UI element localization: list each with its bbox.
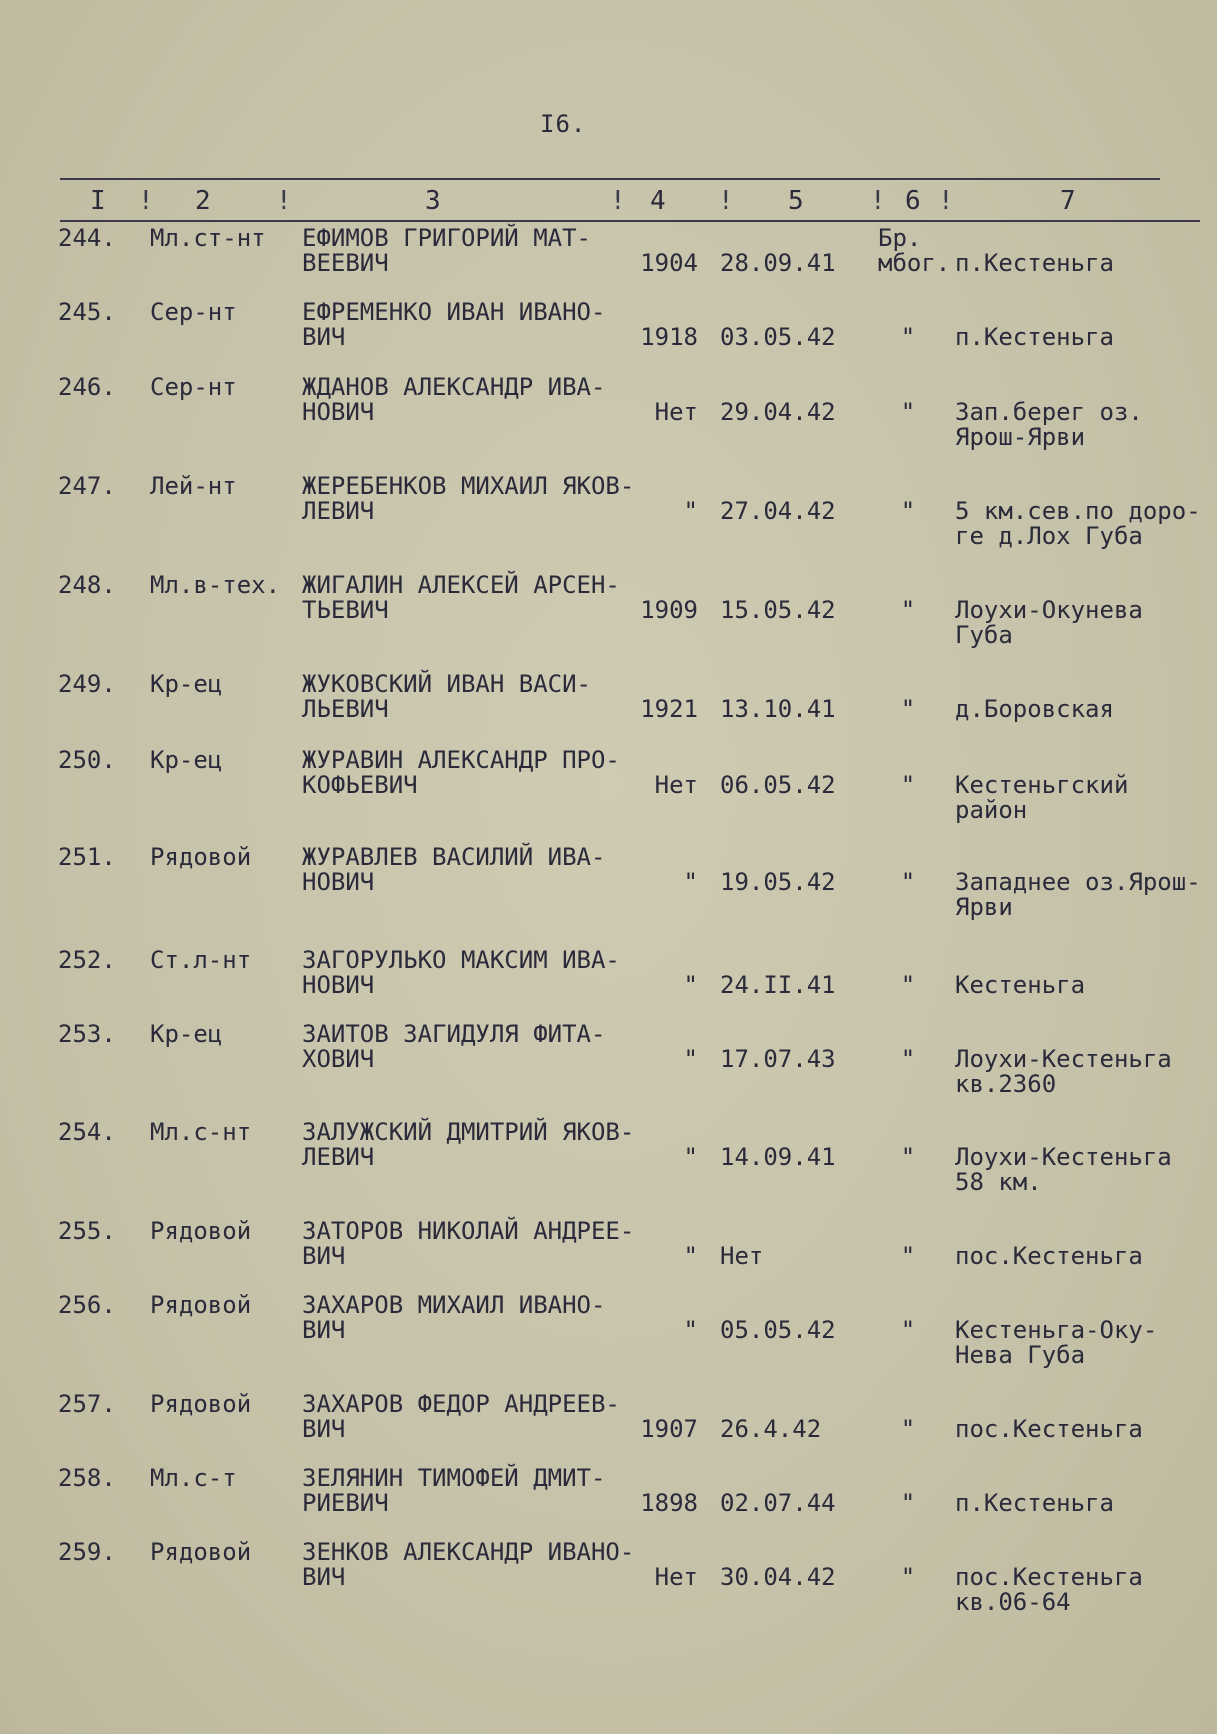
table-row — [0, 226, 1217, 296]
table-row — [0, 672, 1217, 742]
table-row — [0, 1466, 1217, 1536]
name-line-1: ЗАХАРОВ МИХАИЛ ИВАНО- — [302, 1291, 606, 1319]
name-line-2: ЛЕВИЧ — [302, 1143, 375, 1171]
rank: Сер-нт — [150, 373, 237, 401]
birth-year: Нет — [654, 771, 698, 799]
date-of-death: 02.07.44 — [720, 1489, 836, 1517]
burial-type: " — [900, 868, 916, 896]
rank: Рядовой — [150, 843, 252, 871]
table-row — [0, 373, 1217, 451]
burial-place-line-1: п.Кестеньга — [955, 249, 1114, 277]
date-of-death: 06.05.42 — [720, 771, 836, 799]
rank: Мл.в-тех. — [150, 571, 281, 599]
rank: Мл.с-т — [150, 1464, 237, 1492]
birth-year: 1918 — [640, 323, 698, 351]
burial-place-line-2: район — [955, 796, 1028, 824]
birth-year: 1909 — [640, 596, 698, 624]
name-line-1: ЕФРЕМЕНКО ИВАН ИВАНО- — [302, 298, 606, 326]
table-row — [0, 300, 1217, 370]
birth-year: " — [683, 1242, 698, 1270]
name-line-1: ЖИГАЛИН АЛЕКСЕЙ АРСЕН- — [302, 571, 620, 599]
col-header-1: I — [90, 186, 106, 216]
col-header-7: 7 — [1060, 186, 1076, 216]
record-number: 252. — [58, 946, 116, 974]
name-line-1: ЖУКОВСКИЙ ИВАН ВАСИ- — [302, 670, 591, 698]
name-line-2: ВЕЕВИЧ — [302, 249, 389, 277]
birth-year: Нет — [654, 1563, 698, 1591]
date-of-death: 27.04.42 — [720, 497, 836, 525]
record-number: 258. — [58, 1464, 116, 1492]
rank: Мл.с-нт — [150, 1118, 252, 1146]
birth-year: 1898 — [640, 1489, 698, 1517]
rank: Мл.ст-нт — [150, 224, 266, 252]
name-line-2: ЛЬЕВИЧ — [302, 695, 389, 723]
date-of-death: 05.05.42 — [720, 1316, 836, 1344]
name-line-2: ХОВИЧ — [302, 1045, 375, 1073]
name-line-2: НОВИЧ — [302, 868, 375, 896]
name-line-1: ЗАХАРОВ ФЕДОР АНДРЕЕВ- — [302, 1390, 620, 1418]
table-row — [0, 1392, 1217, 1462]
name-line-2: ВИЧ — [302, 1415, 346, 1443]
burial-place-line-1: Кестеньгский — [955, 771, 1129, 799]
name-line-2: НОВИЧ — [302, 971, 375, 999]
burial-type: " — [900, 1143, 916, 1171]
name-line-1: ЖЕРЕБЕНКОВ МИХАИЛ ЯКОВ- — [302, 472, 635, 500]
rank: Кр-ец — [150, 670, 223, 698]
name-line-2: НОВИЧ — [302, 398, 375, 426]
table-row — [0, 843, 1217, 921]
col-header-2: 2 — [195, 186, 211, 216]
col-header-5: 5 — [788, 186, 804, 216]
record-number: 255. — [58, 1217, 116, 1245]
burial-place-line-1: пос.Кестеньга — [955, 1563, 1143, 1591]
burial-type: " — [900, 398, 916, 426]
burial-place-line-1: Лоухи-Кестеньга — [955, 1045, 1172, 1073]
burial-type: " — [900, 1045, 916, 1073]
rank: Рядовой — [150, 1217, 252, 1245]
burial-type: " — [900, 971, 916, 999]
record-number: 256. — [58, 1291, 116, 1319]
burial-place-line-2: ге д.Лох Губа — [955, 522, 1143, 550]
date-of-death: 14.09.41 — [720, 1143, 836, 1171]
record-number: 244. — [58, 224, 116, 252]
record-number: 259. — [58, 1538, 116, 1566]
col-separator: ! — [938, 186, 954, 216]
birth-year: " — [683, 1045, 698, 1073]
record-number: 249. — [58, 670, 116, 698]
name-line-2: ВИЧ — [302, 323, 346, 351]
name-line-1: ЖУРАВЛЕВ ВАСИЛИЙ ИВА- — [302, 843, 606, 871]
date-of-death: 26.4.42 — [720, 1415, 822, 1443]
name-line-2: ТЬЕВИЧ — [302, 596, 389, 624]
date-of-death: 15.05.42 — [720, 596, 836, 624]
birth-year: " — [683, 868, 698, 896]
burial-type: " — [900, 695, 916, 723]
burial-note-top: Бр. — [878, 224, 922, 252]
name-line-2: ВИЧ — [302, 1242, 346, 1270]
date-of-death: 24.II.41 — [720, 971, 836, 999]
burial-place-line-1: Западнее оз.Ярош- — [955, 868, 1201, 896]
birth-year: " — [683, 971, 698, 999]
name-line-2: РИЕВИЧ — [302, 1489, 389, 1517]
table-row — [0, 1020, 1217, 1098]
name-line-1: ЗЕНКОВ АЛЕКСАНДР ИВАНО- — [302, 1538, 635, 1566]
name-line-2: ВИЧ — [302, 1316, 346, 1344]
col-separator: ! — [276, 186, 292, 216]
col-separator: ! — [718, 186, 734, 216]
table-row — [0, 1118, 1217, 1196]
col-header-4: 4 — [650, 186, 666, 216]
record-number: 250. — [58, 746, 116, 774]
name-line-1: ЗАЛУЖСКИЙ ДМИТРИЙ ЯКОВ- — [302, 1118, 635, 1146]
date-of-death: Нет — [720, 1242, 764, 1270]
table-row — [0, 1219, 1217, 1289]
burial-type: " — [900, 596, 916, 624]
name-line-1: ЕФИМОВ ГРИГОРИЙ МАТ- — [302, 224, 591, 252]
birth-year: 1907 — [640, 1415, 698, 1443]
name-line-1: ЗАТОРОВ НИКОЛАЙ АНДРЕЕ- — [302, 1217, 635, 1245]
table-row — [0, 571, 1217, 649]
date-of-death: 19.05.42 — [720, 868, 836, 896]
rank: Рядовой — [150, 1390, 252, 1418]
record-number: 248. — [58, 571, 116, 599]
date-of-death: 13.10.41 — [720, 695, 836, 723]
burial-place-line-1: Зап.берег оз. — [955, 398, 1143, 426]
record-number: 246. — [58, 373, 116, 401]
burial-place-line-1: пос.Кестеньга — [955, 1242, 1143, 1270]
birth-year: Нет — [654, 398, 698, 426]
burial-type: " — [900, 323, 916, 351]
burial-place-line-2: Ярви — [955, 893, 1013, 921]
burial-place-line-1: пос.Кестеньга — [955, 1415, 1143, 1443]
name-line-1: ЗАГОРУЛЬКО МАКСИМ ИВА- — [302, 946, 620, 974]
rank: Рядовой — [150, 1538, 252, 1566]
date-of-death: 30.04.42 — [720, 1563, 836, 1591]
name-line-2: КОФЬЕВИЧ — [302, 771, 418, 799]
burial-type: " — [900, 1316, 916, 1344]
birth-year: 1904 — [640, 249, 698, 277]
burial-place-line-2: Ярош-Ярви — [955, 423, 1086, 451]
burial-place-line-2: кв.2360 — [955, 1070, 1057, 1098]
burial-type: мбог. — [878, 249, 951, 277]
name-line-2: ВИЧ — [302, 1563, 346, 1591]
header-rule-bottom — [60, 220, 1200, 222]
name-line-1: ЖДАНОВ АЛЕКСАНДР ИВА- — [302, 373, 606, 401]
birth-year: 1921 — [640, 695, 698, 723]
burial-place-line-1: 5 км.сев.по доро- — [955, 497, 1201, 525]
col-header-3: 3 — [425, 186, 441, 216]
burial-type: " — [900, 497, 916, 525]
rank: Кр-ец — [150, 1020, 223, 1048]
record-number: 254. — [58, 1118, 116, 1146]
name-line-1: ЗЕЛЯНИН ТИМОФЕЙ ДМИТ- — [302, 1464, 606, 1492]
table-row — [0, 1538, 1217, 1616]
name-line-1: ЗАИТОВ ЗАГИДУЛЯ ФИТА- — [302, 1020, 606, 1048]
burial-place-line-2: Нева Губа — [955, 1341, 1086, 1369]
burial-type: " — [900, 1563, 916, 1591]
birth-year: " — [683, 497, 698, 525]
rank: Сер-нт — [150, 298, 237, 326]
record-number: 247. — [58, 472, 116, 500]
col-separator: ! — [870, 186, 886, 216]
header-rule-top — [60, 178, 1160, 180]
date-of-death: 28.09.41 — [720, 249, 836, 277]
rank: Рядовой — [150, 1291, 252, 1319]
burial-place-line-2: 58 км. — [955, 1168, 1042, 1196]
date-of-death: 03.05.42 — [720, 323, 836, 351]
burial-place-line-1: Кестеньга — [955, 971, 1086, 999]
name-line-2: ЛЕВИЧ — [302, 497, 375, 525]
col-separator: ! — [610, 186, 626, 216]
record-number: 251. — [58, 843, 116, 871]
burial-type: " — [900, 1489, 916, 1517]
rank: Кр-ец — [150, 746, 223, 774]
burial-place-line-2: кв.06-64 — [955, 1588, 1071, 1616]
column-header-row — [0, 186, 1217, 216]
burial-type: " — [900, 1415, 916, 1443]
record-number: 257. — [58, 1390, 116, 1418]
rank: Лей-нт — [150, 472, 237, 500]
record-number: 253. — [58, 1020, 116, 1048]
burial-place-line-1: Кестеньга-Оку- — [955, 1316, 1158, 1344]
birth-year: " — [683, 1143, 698, 1171]
birth-year: " — [683, 1316, 698, 1344]
record-number: 245. — [58, 298, 116, 326]
page-number: I6. — [540, 110, 587, 138]
name-line-1: ЖУРАВИН АЛЕКСАНДР ПРО- — [302, 746, 620, 774]
burial-place-line-1: Лоухи-Окунева — [955, 596, 1143, 624]
burial-type: " — [900, 1242, 916, 1270]
burial-place-line-2: Губа — [955, 621, 1013, 649]
table-row — [0, 948, 1217, 1018]
rank: Ст.л-нт — [150, 946, 252, 974]
table-row — [0, 472, 1217, 550]
burial-place-line-1: п.Кестеньга — [955, 1489, 1114, 1517]
date-of-death: 29.04.42 — [720, 398, 836, 426]
burial-place-line-1: д.Боровская — [955, 695, 1114, 723]
col-header-6: 6 — [905, 186, 921, 216]
burial-place-line-1: Лоухи-Кестеньга — [955, 1143, 1172, 1171]
date-of-death: 17.07.43 — [720, 1045, 836, 1073]
burial-type: " — [900, 771, 916, 799]
table-row — [0, 746, 1217, 824]
col-separator: ! — [138, 186, 154, 216]
table-row — [0, 1291, 1217, 1369]
burial-place-line-1: п.Кестеньга — [955, 323, 1114, 351]
